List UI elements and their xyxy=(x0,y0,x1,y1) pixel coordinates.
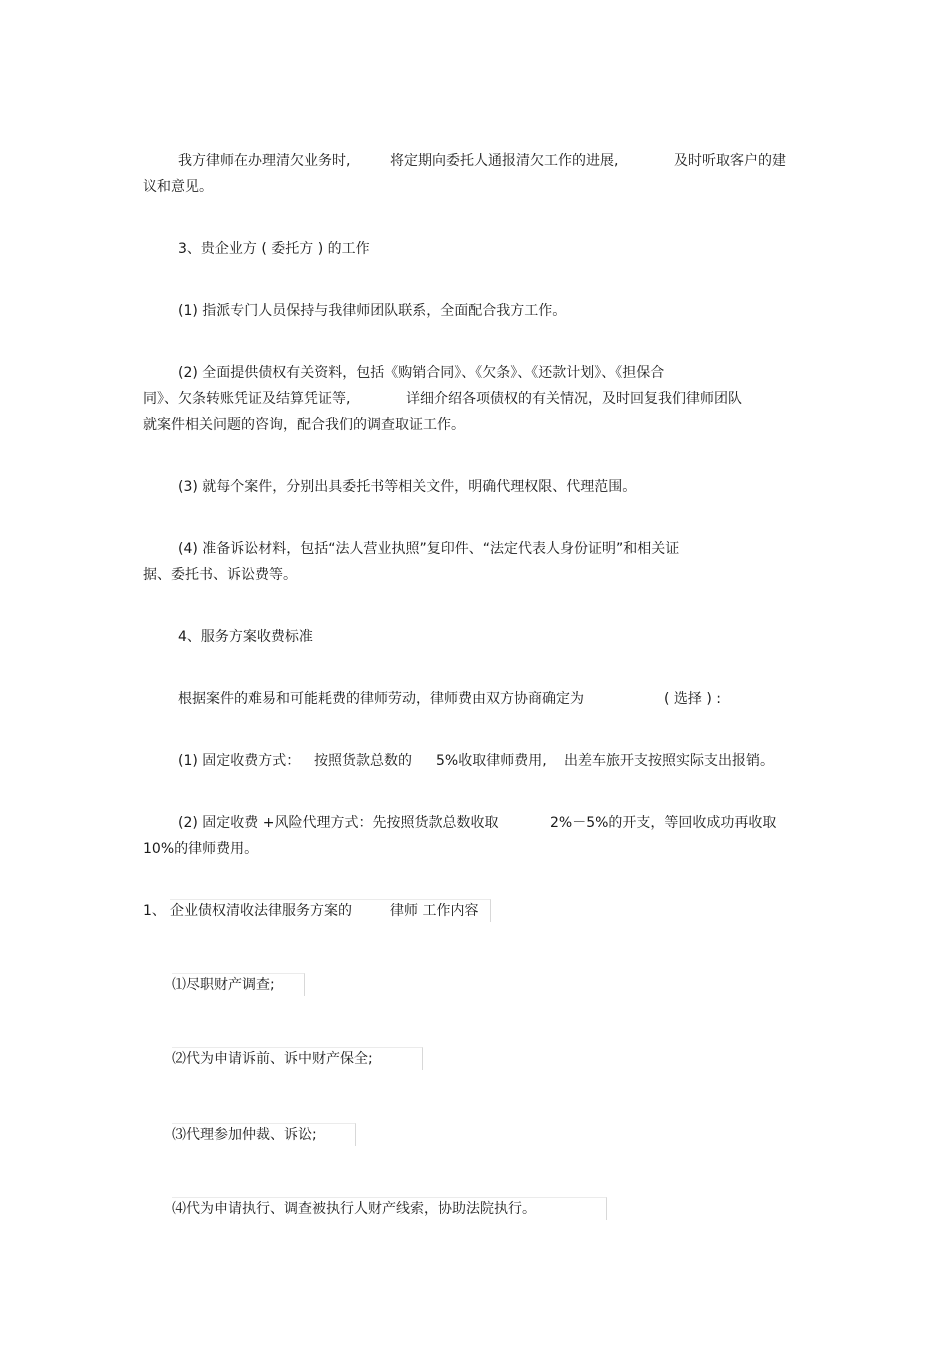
item-4-line2: 据、委托书、诉讼费等。 xyxy=(143,567,297,583)
work-item-1: ⑴尽职财产调查; xyxy=(172,973,305,996)
section-1-number: 1、 xyxy=(143,903,166,919)
work-item-2: ⑵代为申请诉前、诉中财产保全; xyxy=(172,1047,423,1070)
work-item-4: ⑷代为申请执行、调查被执行人财产线索，协助法院执行。 xyxy=(172,1197,607,1220)
item-2-line3: 就案件相关问题的咨询，配合我们的调查取证工作。 xyxy=(143,417,465,433)
item-2-line1: (2) 全面提供债权有关资料，包括《购销合同》、《欠条》、《还款计划》、《担保合 xyxy=(178,365,665,381)
item-1: (1) 指派专门人员保持与我律师团队联系，全面配合我方工作。 xyxy=(178,303,567,319)
p1-line1-part-a: 我方律师在办理清欠业务时, xyxy=(178,153,351,169)
p1-line1-part-b: 将定期向委托人通报清欠工作的进展, xyxy=(390,153,619,169)
fee-option-1-rate: 5%收取律师费用, xyxy=(436,753,547,769)
item-2-line2-part-a: 同》、欠条转账凭证及结算凭证等, xyxy=(143,391,351,407)
fee-intro-choice: ( 选择 ) : xyxy=(664,691,721,707)
item-2-line2-part-b: 详细介绍各项债权的有关情况，及时回复我们律师团队 xyxy=(406,391,742,407)
section-1-heading-box xyxy=(170,899,491,922)
fee-option-2-rate: 2%－5%的开支，等回收成功再收取 xyxy=(550,815,777,831)
fee-option-1-expenses: 出差车旅开支按照实际支出报销。 xyxy=(564,753,774,769)
item-4-line1: (4) 准备诉讼材料，包括“法人营业执照”复印件、“法定代表人身份证明”和相关证 xyxy=(178,541,680,557)
fee-intro-text: 根据案件的难易和可能耗费的律师劳动，律师费由双方协商确定为 xyxy=(178,691,584,707)
item-3: (3) 就每个案件，分别出具委托书等相关文件，明确代理权限、代理范围。 xyxy=(178,479,637,495)
work-item-3: ⑶代理参加仲裁、诉讼; xyxy=(172,1123,356,1146)
p1-line2: 议和意见。 xyxy=(143,179,213,195)
section-1-heading-part-b: 律师 工作内容 xyxy=(390,903,479,919)
fee-option-2-risk: 10%的律师费用。 xyxy=(143,841,259,857)
fee-option-1-label: (1) 固定收费方式： xyxy=(178,753,301,769)
fee-option-2-label: (2) 固定收费 +风险代理方式：先按照货款总数收取 xyxy=(178,815,499,831)
section-1-heading-part-a: 企业债权清收法律服务方案的 xyxy=(170,903,352,919)
p1-line1-part-c: 及时听取客户的建 xyxy=(674,153,786,169)
section-heading-3: 3、贵企业方 ( 委托方 ) 的工作 xyxy=(178,241,370,257)
section-heading-4: 4、服务方案收费标准 xyxy=(178,629,313,645)
fee-option-1-basis: 按照货款总数的 xyxy=(314,753,412,769)
